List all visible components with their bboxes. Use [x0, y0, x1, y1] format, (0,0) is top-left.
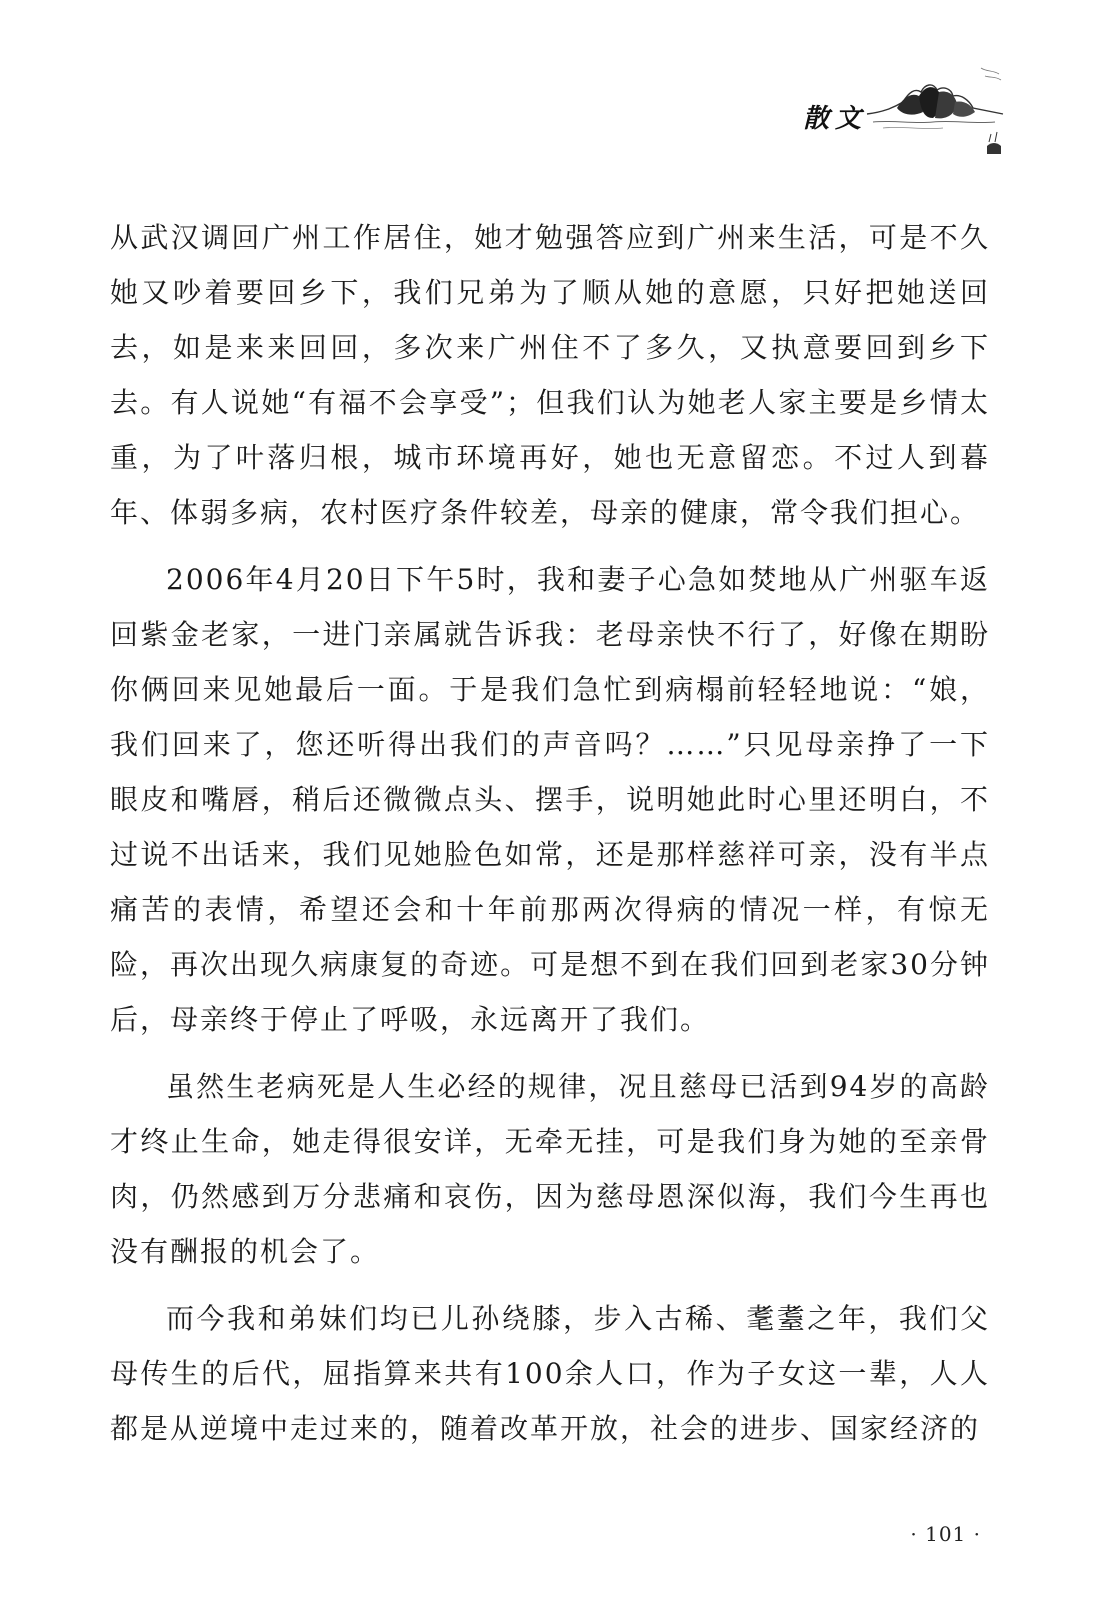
ink-landscape-icon [863, 62, 1005, 162]
paragraph-4: 而今我和弟妹们均已儿孙绕膝，步入古稀、耄耋之年，我们父母传生的后代，屈指算来共有100余人口，作为子女这一辈，人人都是从逆境中走过来的，随着改革开放，社会的进步、国家经济的 [110, 1302, 990, 1445]
body-text [110, 210, 990, 1468]
page-header [775, 62, 1005, 162]
paragraph-1: 从武汉调回广州工作居住，她才勉强答应到广州来生活，可是不久她又吵着要回乡下，我们兄弟为了顺从她的意愿，只好把她送回去，如是来来回回，多次来广州住不了多久，又执意要回到乡下去。有人说她“有福不会享受”；但我们认为她老人家主要是乡情太重，为了叶落归根，城市环境再好，她也无意留恋。不过人到暮年、体弱多病，农村医疗条件较差，母亲的健康，常令我们担心。 [110, 221, 990, 529]
paragraph-2: 2006年4月20日下午5时，我和妻子心急如焚地从广州驱车返回紫金老家，一进门亲属就告诉我：老母亲快不行了，好像在期盼你俩回来见她最后一面。于是我们急忙到病榻前轻轻地说：“娘，我们回来了，您还听得出我们的声音吗？……”只见母亲挣了一下眼皮和嘴唇，稍后还微微点头、摆手，说明她此时心里还明白，不过说不出话来，我们见她脸色如常，还是那样慈祥可亲，没有半点痛苦的表情，希望还会和十年前那两次得病的情况一样，有惊无险，再次出现久病康复的奇迹。可是想不到在我们回到老家30分钟后，母亲终于停止了呼吸，永远离开了我们。 [110, 563, 990, 1036]
paragraph-3: 虽然生老病死是人生必经的规律，况且慈母已活到94岁的高龄才终止生命，她走得很安详，无牵无挂，可是我们身为她的至亲骨肉，仍然感到万分悲痛和哀伤，因为慈母恩深似海，我们今生再也没有酬报的机会了。 [110, 1070, 990, 1268]
page-number: · 101 · [910, 1522, 981, 1546]
section-label: 散文 [803, 104, 868, 134]
